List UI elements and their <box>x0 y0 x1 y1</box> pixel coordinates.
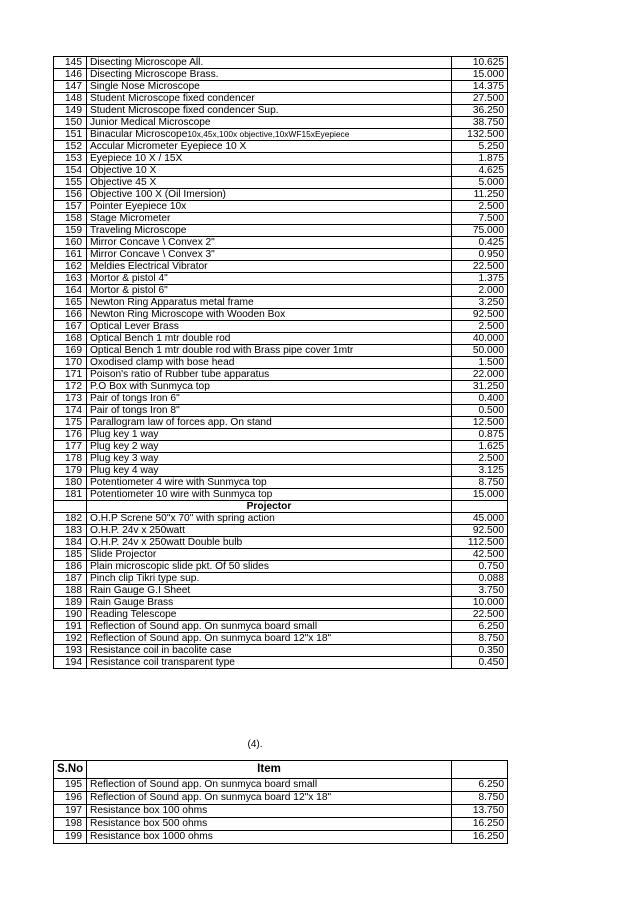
item-description-text: Traveling Microscope <box>90 225 187 236</box>
item-description-text: Resistance box 500 ohms <box>90 818 208 830</box>
item-description-text: Plug key 3 way <box>90 453 159 464</box>
item-description <box>87 609 452 621</box>
item-price: 8.750 <box>452 477 508 489</box>
item-number: 173 <box>54 393 87 405</box>
table-row <box>54 633 508 645</box>
item-description-text: Mortor & pistol 4" <box>90 273 168 284</box>
item-price: 6.250 <box>452 621 508 633</box>
table-row <box>54 93 508 105</box>
table-row <box>54 585 508 597</box>
item-price: 45.000 <box>452 513 508 525</box>
item-price: 8.750 <box>452 633 508 645</box>
table-row <box>54 309 508 321</box>
table-row <box>54 57 508 69</box>
item-description <box>87 657 452 669</box>
table-row <box>54 357 508 369</box>
item-description-text: Plug key 2 way <box>90 441 159 452</box>
item-number: 176 <box>54 429 87 441</box>
item-number: 155 <box>54 177 87 189</box>
item-price: 15.000 <box>452 69 508 81</box>
table-row <box>54 525 508 537</box>
table-row <box>54 645 508 657</box>
item-price: 2.500 <box>452 321 508 333</box>
item-description-text: Meldies Electrical Vibrator <box>90 261 208 272</box>
item-number: 190 <box>54 609 87 621</box>
item-description <box>87 818 452 831</box>
table-row <box>54 189 508 201</box>
item-number: 169 <box>54 345 87 357</box>
section-heading: Projector <box>87 501 452 513</box>
item-price: 5.000 <box>452 177 508 189</box>
item-description <box>87 549 452 561</box>
item-description-text: O.H.P Screne 50"x 70" with spring action <box>90 513 275 524</box>
item-description-text: Mirror Concave \ Convex 3" <box>90 249 215 260</box>
table-row <box>54 549 508 561</box>
item-number: 150 <box>54 117 87 129</box>
table-row <box>54 177 508 189</box>
item-price: 22.500 <box>452 609 508 621</box>
item-description-text: Plain microscopic slide pkt. Of 50 slides <box>90 561 269 572</box>
item-description-text: Optical Bench 1 mtr double rod with Brass pipe cover 1mtr <box>90 345 354 356</box>
item-description-text: Reflection of Sound app. On sunmyca board 12"x 18" <box>90 792 332 804</box>
table-row <box>54 285 508 297</box>
item-number: 175 <box>54 417 87 429</box>
item-number: 193 <box>54 645 87 657</box>
item-price: 1.625 <box>452 441 508 453</box>
item-number: 154 <box>54 165 87 177</box>
table-row <box>54 213 508 225</box>
item-description <box>87 597 452 609</box>
item-price: 22.500 <box>452 261 508 273</box>
item-number: 148 <box>54 93 87 105</box>
item-description-text: Resistance box 1000 ohms <box>90 831 213 843</box>
item-price: 4.625 <box>452 165 508 177</box>
item-description-text: Newton Ring Microscope with Wooden Box <box>90 309 286 320</box>
item-description <box>87 333 452 345</box>
table-row <box>54 153 508 165</box>
table-row <box>54 805 508 818</box>
table-row <box>54 429 508 441</box>
item-number: 181 <box>54 489 87 501</box>
item-description <box>87 93 452 105</box>
item-number: 162 <box>54 261 87 273</box>
item-number: 170 <box>54 357 87 369</box>
item-price: 36.250 <box>452 105 508 117</box>
item-price: 11.250 <box>452 189 508 201</box>
item-number: 147 <box>54 81 87 93</box>
item-description-text: Junior Medical Microscope <box>90 117 211 128</box>
item-number: 161 <box>54 249 87 261</box>
item-description <box>87 129 452 141</box>
table-row <box>54 105 508 117</box>
price-list-body <box>54 57 508 669</box>
item-description-text: Slide Projector <box>90 549 157 560</box>
item-number: 186 <box>54 561 87 573</box>
item-description <box>87 201 452 213</box>
value-header <box>452 761 508 779</box>
table-row <box>54 165 508 177</box>
item-price: 2.500 <box>452 453 508 465</box>
item-price: 0.875 <box>452 429 508 441</box>
table-row <box>54 513 508 525</box>
item-description <box>87 237 452 249</box>
item-number: 172 <box>54 381 87 393</box>
item-description <box>87 453 452 465</box>
item-description-text: Potentiometer 10 wire with Sunmyca top <box>90 489 273 500</box>
item-price: 92.500 <box>452 309 508 321</box>
item-description <box>87 429 452 441</box>
table-row <box>54 261 508 273</box>
table-row <box>54 345 508 357</box>
table-row <box>54 381 508 393</box>
item-description <box>87 213 452 225</box>
item-description <box>87 779 452 792</box>
item-description <box>87 285 452 297</box>
item-price: 38.750 <box>452 117 508 129</box>
table-row <box>54 81 508 93</box>
item-description <box>87 225 452 237</box>
item-number: 180 <box>54 477 87 489</box>
item-description-text: Disecting Microscope Brass. <box>90 69 219 80</box>
item-description-text: Mortor & pistol 6" <box>90 285 168 296</box>
item-price: 10.625 <box>452 57 508 69</box>
item-description-text: Reflection of Sound app. On sunmyca board small <box>90 779 318 791</box>
item-number: 183 <box>54 525 87 537</box>
item-description-text: Optical Lever Brass <box>90 321 179 332</box>
item-description-text: O.H.P. 24v x 250watt Double bulb <box>90 537 243 548</box>
item-number: 151 <box>54 129 87 141</box>
item-number: 167 <box>54 321 87 333</box>
item-description <box>87 345 452 357</box>
item-description-detail: 10x,45x,100x objective,10xWF15xEyepiece <box>187 129 350 139</box>
item-number: 149 <box>54 105 87 117</box>
item-description-text: Newton Ring Apparatus metal frame <box>90 297 254 308</box>
item-description-text: Reflection of Sound app. On sunmyca board small <box>90 621 318 632</box>
table-row <box>54 237 508 249</box>
item-description-text: Pair of tongs Iron 6" <box>90 393 180 404</box>
section-value-cell <box>452 501 508 513</box>
item-description-text: Rain Gauge Brass <box>90 597 174 608</box>
item-number: 160 <box>54 237 87 249</box>
item-price: 1.500 <box>452 357 508 369</box>
item-number: 178 <box>54 453 87 465</box>
item-description-text: Stage Micrometer <box>90 213 171 224</box>
item-description <box>87 393 452 405</box>
item-price: 0.450 <box>452 657 508 669</box>
table-row <box>54 597 508 609</box>
table-row <box>54 465 508 477</box>
table-row <box>54 141 508 153</box>
table-row <box>54 489 508 501</box>
table-row <box>54 249 508 261</box>
table-row <box>54 117 508 129</box>
item-price: 16.250 <box>452 831 508 844</box>
item-description <box>87 105 452 117</box>
item-description <box>87 273 452 285</box>
item-description <box>87 381 452 393</box>
item-price: 5.250 <box>452 141 508 153</box>
table-row <box>54 657 508 669</box>
item-description <box>87 141 452 153</box>
item-number: 156 <box>54 189 87 201</box>
item-description <box>87 537 452 549</box>
item-description <box>87 792 452 805</box>
item-description-text: O.H.P. 24v x 250watt <box>90 525 185 536</box>
item-description-text: Mirror Concave \ Convex 2" <box>90 237 215 248</box>
item-price: 1.875 <box>452 153 508 165</box>
item-description-text: Potentiometer 4 wire with Sunmyca top <box>90 477 267 488</box>
table-row <box>54 792 508 805</box>
item-price: 3.750 <box>452 585 508 597</box>
item-price: 7.500 <box>452 213 508 225</box>
item-description <box>87 525 452 537</box>
item-number: 153 <box>54 153 87 165</box>
section-row <box>54 501 508 513</box>
item-number: 165 <box>54 297 87 309</box>
table-row <box>54 609 508 621</box>
item-table <box>53 760 508 844</box>
table-row <box>54 225 508 237</box>
table-row <box>54 201 508 213</box>
page-marker: (4). <box>247 739 263 750</box>
item-description-text: Oxodised clamp with bose head <box>90 357 235 368</box>
item-number: 174 <box>54 405 87 417</box>
table-row <box>54 477 508 489</box>
item-number: 177 <box>54 441 87 453</box>
item-price: 1.375 <box>452 273 508 285</box>
table-row <box>54 573 508 585</box>
item-number: 187 <box>54 573 87 585</box>
price-list-table <box>53 56 508 669</box>
item-number: 188 <box>54 585 87 597</box>
item-price: 0.500 <box>452 405 508 417</box>
item-price: 0.950 <box>452 249 508 261</box>
item-description-text: Disecting Microscope All. <box>90 57 204 68</box>
item-description-text: Optical Bench 1 mtr double rod <box>90 333 231 344</box>
item-price: 8.750 <box>452 792 508 805</box>
item-description <box>87 441 452 453</box>
item-description-text: Student Microscope fixed condencer Sup. <box>90 105 279 116</box>
item-description <box>87 573 452 585</box>
table-row <box>54 831 508 844</box>
table-row <box>54 297 508 309</box>
item-price: 112.500 <box>452 537 508 549</box>
item-description <box>87 81 452 93</box>
item-number: 164 <box>54 285 87 297</box>
item-price: 12.500 <box>452 417 508 429</box>
item-price: 0.425 <box>452 237 508 249</box>
item-number: 171 <box>54 369 87 381</box>
item-description-text: Poison's ratio of Rubber tube apparatus <box>90 369 270 380</box>
table-row <box>54 818 508 831</box>
item-number: 163 <box>54 273 87 285</box>
table-row <box>54 129 508 141</box>
item-price: 16.250 <box>452 818 508 831</box>
item-description <box>87 309 452 321</box>
item-price: 42.500 <box>452 549 508 561</box>
item-price: 14.375 <box>452 81 508 93</box>
item-description <box>87 69 452 81</box>
item-description-text: Pointer Eyepiece 10x <box>90 201 187 212</box>
item-description <box>87 465 452 477</box>
item-description-text: Resistance box 100 ohms <box>90 805 208 817</box>
item-number: 145 <box>54 57 87 69</box>
item-number: 196 <box>54 792 87 805</box>
table-row <box>54 441 508 453</box>
table-header-row <box>54 761 508 779</box>
item-price: 6.250 <box>452 779 508 792</box>
table-row <box>54 417 508 429</box>
item-description-text: Objective 10 X <box>90 165 157 176</box>
item-description <box>87 153 452 165</box>
item-description <box>87 477 452 489</box>
table-row <box>54 333 508 345</box>
item-number: 197 <box>54 805 87 818</box>
item-price: 22.000 <box>452 369 508 381</box>
item-description <box>87 165 452 177</box>
table-row <box>54 453 508 465</box>
item-price: 0.088 <box>452 573 508 585</box>
item-number: 185 <box>54 549 87 561</box>
item-price: 75.000 <box>452 225 508 237</box>
item-price: 132.500 <box>452 129 508 141</box>
item-description <box>87 417 452 429</box>
table-row <box>54 369 508 381</box>
item-description <box>87 249 452 261</box>
item-description <box>87 513 452 525</box>
item-number: 192 <box>54 633 87 645</box>
item-description-text: P.O Box with Sunmyca top <box>90 381 210 392</box>
item-price: 13.750 <box>452 805 508 818</box>
item-number: 199 <box>54 831 87 844</box>
item-price: 27.500 <box>452 93 508 105</box>
item-price: 3.125 <box>452 465 508 477</box>
item-description-text: Single Nose Microscope <box>90 81 200 92</box>
item-description-text: Parallogram law of forces app. On stand <box>90 417 272 428</box>
item-description-text: Accular Micrometer Eyepiece 10 X <box>90 141 247 152</box>
item-price: 40.000 <box>452 333 508 345</box>
table-row <box>54 321 508 333</box>
item-header: Item <box>87 761 452 779</box>
item-number: 191 <box>54 621 87 633</box>
item-number: 194 <box>54 657 87 669</box>
item-description <box>87 561 452 573</box>
item-price: 50.000 <box>452 345 508 357</box>
item-description <box>87 57 452 69</box>
table-row <box>54 621 508 633</box>
item-description <box>87 805 452 818</box>
item-number: 189 <box>54 597 87 609</box>
table-row <box>54 393 508 405</box>
item-description-text: Rain Gauge G.I Sheet <box>90 585 191 596</box>
sno-header: S.No <box>54 761 87 779</box>
item-number: 195 <box>54 779 87 792</box>
item-description <box>87 831 452 844</box>
item-number: 166 <box>54 309 87 321</box>
item-number: 179 <box>54 465 87 477</box>
item-price: 0.400 <box>452 393 508 405</box>
item-description <box>87 189 452 201</box>
item-description-text: Objective 45 X <box>90 177 157 188</box>
item-description <box>87 177 452 189</box>
item-description-text: Objective 100 X (Oil Imersion) <box>90 189 226 200</box>
item-description <box>87 369 452 381</box>
table-row <box>54 561 508 573</box>
item-description-text: Reflection of Sound app. On sunmyca board 12"x 18" <box>90 633 332 644</box>
item-number: 184 <box>54 537 87 549</box>
item-description <box>87 357 452 369</box>
item-description <box>87 621 452 633</box>
item-number: 159 <box>54 225 87 237</box>
item-number: 146 <box>54 69 87 81</box>
item-price: 15.000 <box>452 489 508 501</box>
table-row <box>54 273 508 285</box>
item-number: 152 <box>54 141 87 153</box>
item-description <box>87 645 452 657</box>
item-price: 3.250 <box>452 297 508 309</box>
table-row <box>54 69 508 81</box>
item-description <box>87 261 452 273</box>
item-price: 2.500 <box>452 201 508 213</box>
item-description-text: Plug key 4 way <box>90 465 159 476</box>
item-description <box>87 117 452 129</box>
item-number: 182 <box>54 513 87 525</box>
item-description <box>87 321 452 333</box>
item-description <box>87 489 452 501</box>
item-description <box>87 405 452 417</box>
section-no-cell <box>54 501 87 513</box>
item-description-text: Pinch clip Tikri type sup. <box>90 573 200 584</box>
table-row <box>54 537 508 549</box>
item-price: 10.000 <box>452 597 508 609</box>
item-price: 0.750 <box>452 561 508 573</box>
item-number: 198 <box>54 818 87 831</box>
table-row <box>54 405 508 417</box>
item-number: 168 <box>54 333 87 345</box>
item-description <box>87 297 452 309</box>
item-description-text: Eyepiece 10 X / 15X <box>90 153 183 164</box>
item-description-text: Reading Telescope <box>90 609 177 620</box>
item-description-text: Binacular Microscope <box>90 129 188 140</box>
item-price: 2.000 <box>452 285 508 297</box>
item-description-text: Resistance coil transparent type <box>90 657 235 668</box>
item-description-text: Student Microscope fixed condencer <box>90 93 255 104</box>
item-description-text: Resistance coil in bacolite case <box>90 645 232 656</box>
item-description <box>87 585 452 597</box>
item-price: 92.500 <box>452 525 508 537</box>
table-row <box>54 779 508 792</box>
item-description-text: Pair of tongs Iron 8" <box>90 405 180 416</box>
item-number: 158 <box>54 213 87 225</box>
item-table-body <box>54 761 508 844</box>
item-description <box>87 633 452 645</box>
item-price: 0.350 <box>452 645 508 657</box>
item-description-text: Plug key 1 way <box>90 429 159 440</box>
item-price: 31.250 <box>452 381 508 393</box>
item-number: 157 <box>54 201 87 213</box>
